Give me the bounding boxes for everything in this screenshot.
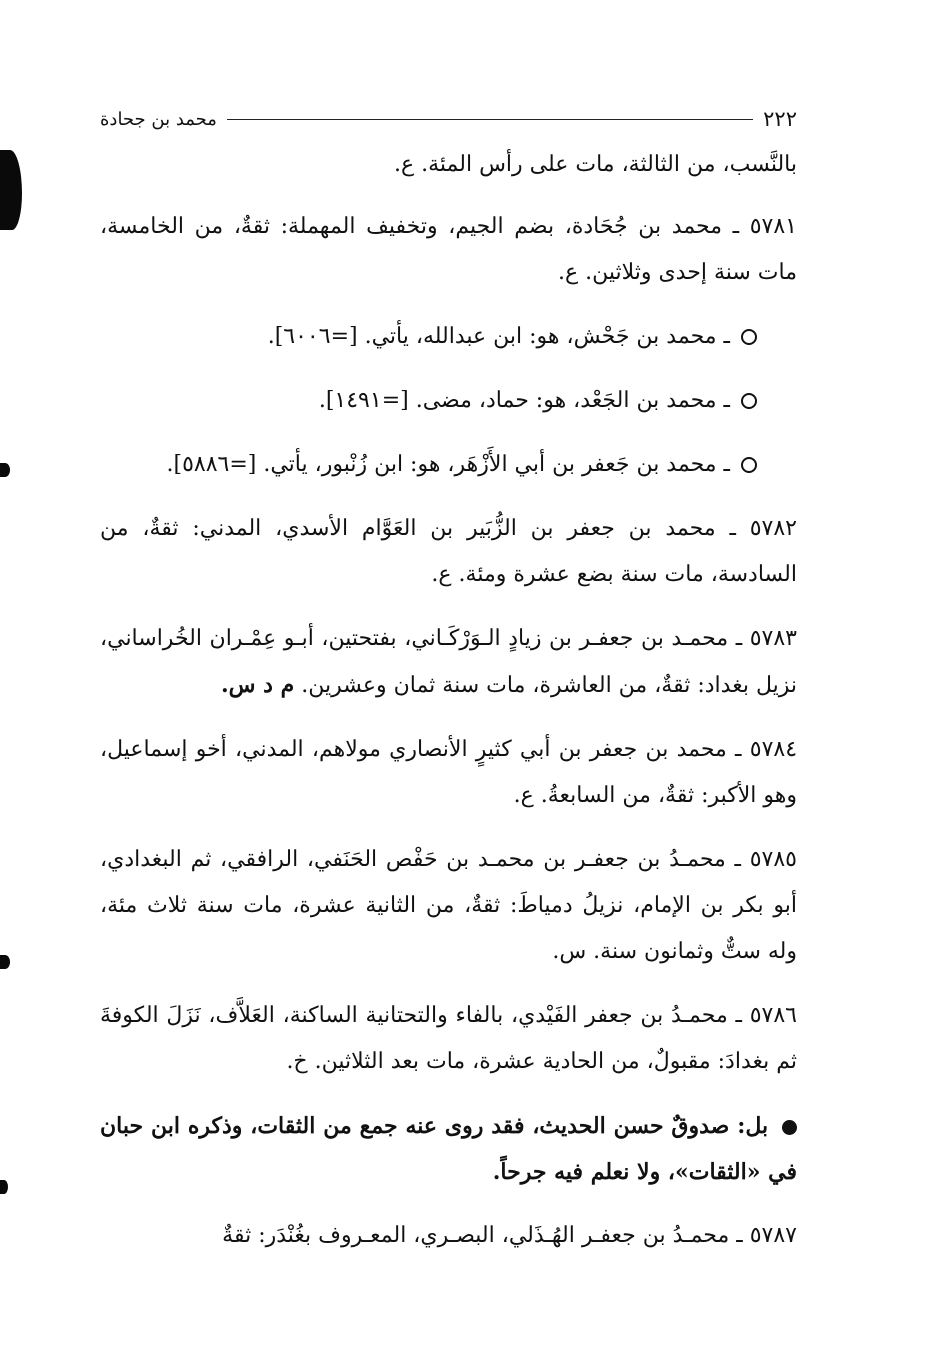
editor-note — [100, 1103, 797, 1195]
xref-text: ـ محمد بن جَعفر بن أبي الأَزْهَر، هو: ابن زُنْبور، يأتي. [=٥٨٨٦]. — [166, 452, 730, 477]
entry-5783 — [100, 616, 797, 709]
page-body — [100, 142, 797, 1277]
entry-number: ٥٧٨٧ — [749, 1223, 797, 1248]
page-number: ٢٢٢ — [763, 107, 797, 131]
entry-number: ٥٧٨٤ — [749, 737, 798, 762]
entry-text: ـ محمد بن جعفر بن أبي كثيرٍ الأنصاري مولاهم، المدني، أخو إسماعيل، وهو الأكبر: ثقةٌ، من السابعةُ. ع. — [100, 737, 797, 808]
circle-icon — [741, 393, 757, 409]
entry-5785 — [100, 837, 797, 975]
entry-text: ـ محمـدُ بن جعفـر الهُـذَلي، البصـري، المعـروف بغُنْدَر: ثقةٌ — [222, 1223, 743, 1248]
xref-text: ـ محمد بن جَحْش، هو: ابن عبدالله، يأتي. [=٦٠٠٦]. — [267, 324, 730, 349]
entry-sigla: م د س. — [220, 672, 295, 698]
scan-mark-bottom — [0, 1180, 8, 1194]
entry-5784 — [100, 727, 797, 819]
entry-text: ـ محمد بن جعفر بن الزُّبَير بن العَوَّام الأسدي، المدني: ثقةٌ، من السادسة، مات سنة بضع عشرة ومئة. ع. — [100, 516, 797, 587]
xref-text: ـ محمد بن الجَعْد، هو: حماد، مضى. [=١٤٩١]. — [318, 388, 730, 413]
running-header — [100, 106, 797, 132]
note-text: بل: صدوقٌ حسن الحديث، فقد روى عنه جمع من الثقات، وذكره ابن حبان في «الثقات»، ولا نعلم فيه جرحاً. — [100, 1113, 797, 1185]
scan-mark-lower — [0, 955, 10, 969]
cross-reference — [100, 314, 797, 360]
scan-mark-top — [0, 150, 22, 230]
entry-5782 — [100, 506, 797, 598]
entry-text: ـ محمـدُ بن جعفر الفَيْدي، بالفاء والتحتانية الساكنة، العَلاَّف، نَزَلَ الكوفةَ ثم بغدادَ: مقبولٌ، من الحادية عشرة، مات بعد الثلاثين. خ. — [100, 1003, 797, 1074]
cross-reference — [100, 378, 797, 424]
continued-paragraph: بالنَّسب، من الثالثة، مات على رأس المئة. ع. — [394, 152, 797, 177]
entry-number: ٥٧٨٦ — [749, 1003, 797, 1028]
entry-5787 — [100, 1213, 797, 1259]
circle-icon — [741, 457, 757, 473]
circle-icon — [741, 329, 757, 345]
entry-text: ـ محمـدُ بن جعفـر بن محمـد بن حَفْص الحَنَفي، الرافقي، ثم البغدادي، أبو بكر بن الإمام، نزيلُ دمياطَ: ثقةٌ، من الثانية عشرة، مات سنة ثلاث مئة، وله ستٌّ وثمانون سنة. س. — [100, 847, 797, 964]
bullet-icon — [782, 1120, 797, 1135]
running-title: محمد بن جحادة — [100, 108, 217, 130]
scan-mark-mid — [0, 463, 10, 477]
entry-number: ٥٧٨٢ — [749, 516, 797, 541]
entry-text: ـ محمـد بن جعفـر بن زيادٍ الـوَرْكَـاني، بفتحتين، أبـو عِمْـران الخُراساني، نزيل بغداد: ثقةٌ، من العاشرة، مات سنة ثمان وعشرين. — [100, 626, 797, 698]
entry-number: ٥٧٨١ — [749, 214, 797, 239]
header-rule — [227, 119, 753, 120]
cross-reference — [100, 442, 797, 488]
entry-text: ـ محمد بن جُحَادة، بضم الجيم، وتخفيف المهملة: ثقةٌ، من الخامسة، مات سنة إحدى وثلاثين. ع. — [100, 214, 797, 285]
entry-number: ٥٧٨٣ — [749, 626, 797, 651]
entry-5786 — [100, 993, 797, 1085]
entry-number: ٥٧٨٥ — [749, 847, 797, 872]
entry-5781 — [100, 204, 797, 296]
